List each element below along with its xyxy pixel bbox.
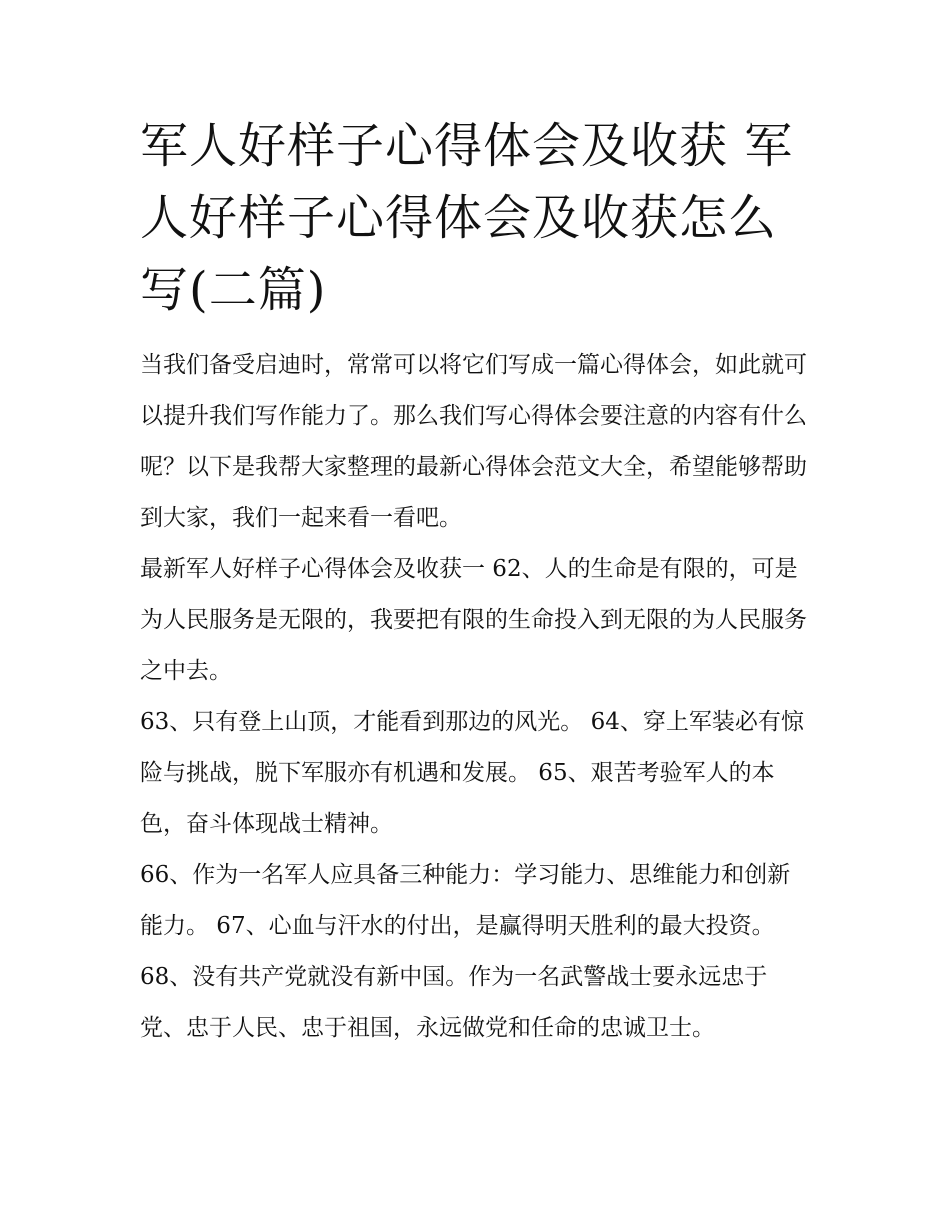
paragraph-63-65: 63、只有登上山顶，才能看到那边的风光。 64、穿上军装必有惊险与挑战，脱下军服亦有机遇和发展。 65、艰苦考验军人的本色，奋斗体现战士精神。 (140, 709, 804, 837)
paragraph-intro: 当我们备受启迪时，常常可以将它们写成一篇心得体会，如此就可以提升我们写作能力了。那么我们写心得体会要注意的内容有什么呢？以下是我帮大家整理的最新心得体会范文大全，希望能够帮助到大家，我们一起来看一看吧。 (140, 352, 807, 531)
document-title: 军人好样子心得体会及收获 军人好样子心得体会及收获怎么写(二篇) (140, 118, 794, 318)
paragraph-62: 最新军人好样子心得体会及收获一 62、人的生命是有限的，可是为人民服务是无限的，我要把有限的生命投入到无限的为人民服务之中去。 (140, 556, 807, 684)
paragraph-66-67: 66、作为一名军人应具备三种能力：学习能力、思维能力和创新能力。 67、心血与汗水的付出，是赢得明天胜利的最大投资。 (140, 862, 791, 939)
paragraph-68: 68、没有共产党就没有新中国。作为一名武警战士要永远忠于党、忠于人民、忠于祖国，永远做党和任命的忠诚卫士。 (140, 964, 768, 1041)
